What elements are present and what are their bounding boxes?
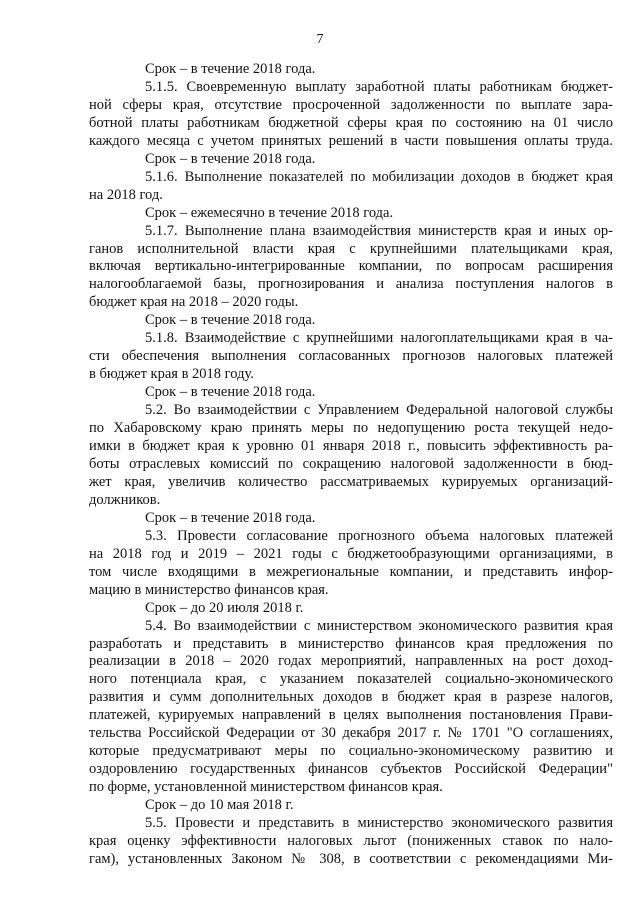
text-line: по Хабаровскому краю принять меры по недопущению роста текущей недо- [89, 420, 613, 437]
text-line: 5.4. Во взаимодействии с министерством экономического развития края [145, 617, 613, 634]
text-line: боты отраслевых комиссий по сокращению налоговой задолженности в бюд- [89, 455, 613, 472]
text-line: в бюджет края в 2018 году. [89, 366, 254, 383]
text-line: которые предусматривают меры по социально-экономическому развитию и [89, 743, 613, 760]
text-line: ганов исполнительной власти края с крупнейшими плательщиками края, [89, 240, 613, 257]
text-line: по форме, установленной министерством финансов края. [89, 779, 443, 796]
text-line: Срок – до 10 мая 2018 г. [145, 797, 294, 814]
text-line: Срок – в течение 2018 года. [145, 61, 316, 77]
text-line: имки в бюджет края к уровню 01 января 2018 г., повысить эффективность ра- [89, 438, 613, 455]
document-body [89, 61, 613, 869]
text-line: мацию в министерство финансов края. [89, 581, 329, 598]
text-line: 5.1.8. Взаимодействие с крупнейшими налогоплательщиками края в ча- [145, 330, 613, 347]
text-line: реализации в 2018 – 2020 годах мероприятий, направленных на рост доход- [89, 653, 613, 670]
text-line: оздоровлению государственных финансов субъектов Российской Федерации" [89, 761, 613, 778]
text-line: Срок – в течение 2018 года. [145, 509, 316, 526]
text-line: сти обеспечения выполнения согласованных прогнозов налоговых платежей [89, 348, 613, 365]
text-line: тельства Российской Федерации от 30 декабря 2017 г. № 1701 "О соглашениях, [89, 725, 613, 742]
text-line: Срок – до 20 июля 2018 г. [145, 599, 304, 616]
text-line: ботной платы работникам бюджетной сферы края по состоянию на 01 число [89, 114, 613, 131]
text-line: Срок – в течение 2018 года. [145, 150, 316, 167]
text-line: 5.5. Провести и представить в министерство экономического развития [145, 815, 613, 832]
text-line: развития и сумм дополнительных доходов в бюджет края в разрезе налогов, [89, 689, 613, 706]
text-line: ного потенциала края, с указанием показателей социально-экономического [89, 671, 613, 688]
text-line: Срок – в течение 2018 года. [145, 312, 316, 329]
text-line: включая вертикально-интегрированные компании, по вопросам расширения [89, 258, 613, 275]
text-line: жет края, увеличив количество рассматриваемых курируемых организаций- [89, 473, 613, 490]
text-line: каждого месяца с учетом принятых решений в части повышения оплаты труда. [89, 132, 613, 149]
page-number: 7 [316, 32, 324, 47]
text-line: края оценку эффективности налоговых льгот (пониженных ставок по нало- [89, 832, 613, 849]
text-line: должников. [89, 491, 161, 508]
text-line: на 2018 год и 2019 – 2021 годы с бюджетообразующими организациями, в [89, 545, 613, 562]
text-line: Срок – в течение 2018 года. [145, 384, 316, 401]
text-line: ной сферы края, отсутствие просроченной задолженности по выплате зара- [89, 96, 613, 113]
text-line: том числе входящими в межрегиональные компании, и представить инфор- [89, 563, 613, 580]
text-line: 5.2. Во взаимодействии с Управлением Федеральной налоговой службы [145, 402, 613, 419]
text-line: гам), установленных Законом № 308, в соответствии с рекомендациями Ми- [89, 850, 613, 867]
text-line: 5.3. Провести согласование прогнозного объема налоговых платежей [145, 527, 613, 544]
text-line: на 2018 год. [89, 186, 163, 203]
text-line: 5.1.6. Выполнение показателей по мобилизации доходов в бюджет края [145, 168, 613, 185]
text-line: налогооблагаемой базы, прогнозирования и анализа поступления налогов в [89, 276, 613, 293]
text-line: 5.1.7. Выполнение плана взаимодействия министерств края и иных ор- [145, 222, 613, 239]
text-line: 5.1.5. Своевременную выплату заработной платы работникам бюджет- [145, 78, 613, 95]
text-line: Срок – ежемесячно в течение 2018 года. [145, 204, 394, 221]
text-line: платежей, курируемых направлений в целях выполнения постановления Прави- [89, 707, 613, 724]
text-line: разработать и представить в министерство финансов края предложения по [89, 635, 613, 652]
text-line: бюджет края на 2018 – 2020 годы. [89, 294, 299, 311]
